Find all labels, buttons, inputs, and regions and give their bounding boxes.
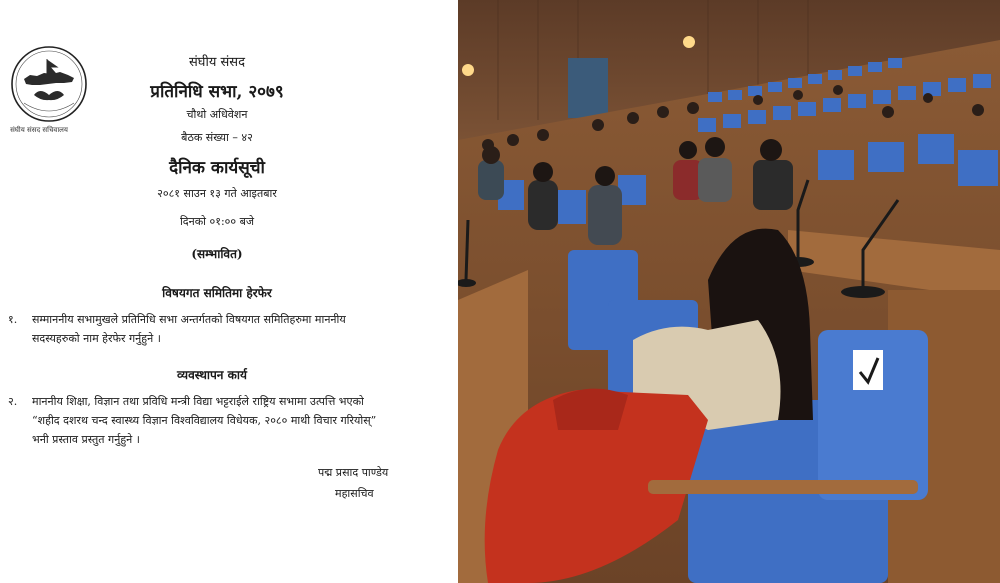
armrest	[648, 480, 918, 494]
agenda-status: (सम्भावित)	[191, 247, 243, 261]
item-2-line-1: माननीय शिक्षा, विज्ञान तथा प्रविधि मन्त्री विद्या भट्टराईले राष्ट्रिय सभामा उत्पत्ति भएको	[32, 395, 364, 408]
meeting-number: बैठक संख्या – ४२	[181, 131, 253, 144]
institution-name: संघीय संसद	[189, 55, 245, 70]
item-1-line-1: सम्माननीय सभामुखले प्रतिनिधि सभा अन्तर्गतको विषयगत समितिहरुमा माननीय	[32, 313, 346, 326]
chamber-scene-illustration	[458, 0, 1000, 583]
item-2-line-2: “शहीद दशरथ चन्द स्वास्थ्य विज्ञान विश्वविद्यालय विधेयक, २०८० माथी विचार गरियोस्”	[32, 414, 377, 427]
section-heading-legislative-business: व्यवस्थापन कार्य	[177, 368, 247, 382]
section-heading-committee-change: विषयगत समितिमा हेरफेर	[162, 286, 272, 300]
agenda-document	[0, 0, 458, 583]
logo-caption: संघीय संसद सचिवालय	[10, 126, 68, 134]
parliament-chamber-photo	[458, 0, 1000, 583]
item-2-line-3: भनी प्रस्ताव प्रस्तुत गर्नुहुने ।	[32, 433, 140, 446]
wall-lamp	[462, 64, 474, 76]
signatory-name: पद्म प्रसाद पाण्डेय	[318, 466, 389, 479]
session-label: चौथो अधिवेशन	[186, 108, 248, 121]
item-number-1: १.	[8, 313, 18, 326]
signatory-title: महासचिव	[335, 487, 374, 500]
house-title: प्रतिनिधि सभा, २०७९	[150, 82, 284, 102]
wall-lamp	[683, 36, 695, 48]
agenda-time: दिनको ०१:०० बजे	[179, 215, 255, 228]
agenda-title: दैनिक कार्यसूची	[169, 158, 265, 178]
agenda-date: २०८१ साउन १३ गते आइतबार	[157, 187, 277, 200]
item-1-line-2: सदस्यहरुको नाम हेरफेर गर्नुहुने ।	[32, 332, 161, 345]
item-number-2: २.	[8, 395, 18, 408]
parliament-emblem-logo	[10, 45, 88, 123]
chamber-doorway	[568, 58, 608, 118]
